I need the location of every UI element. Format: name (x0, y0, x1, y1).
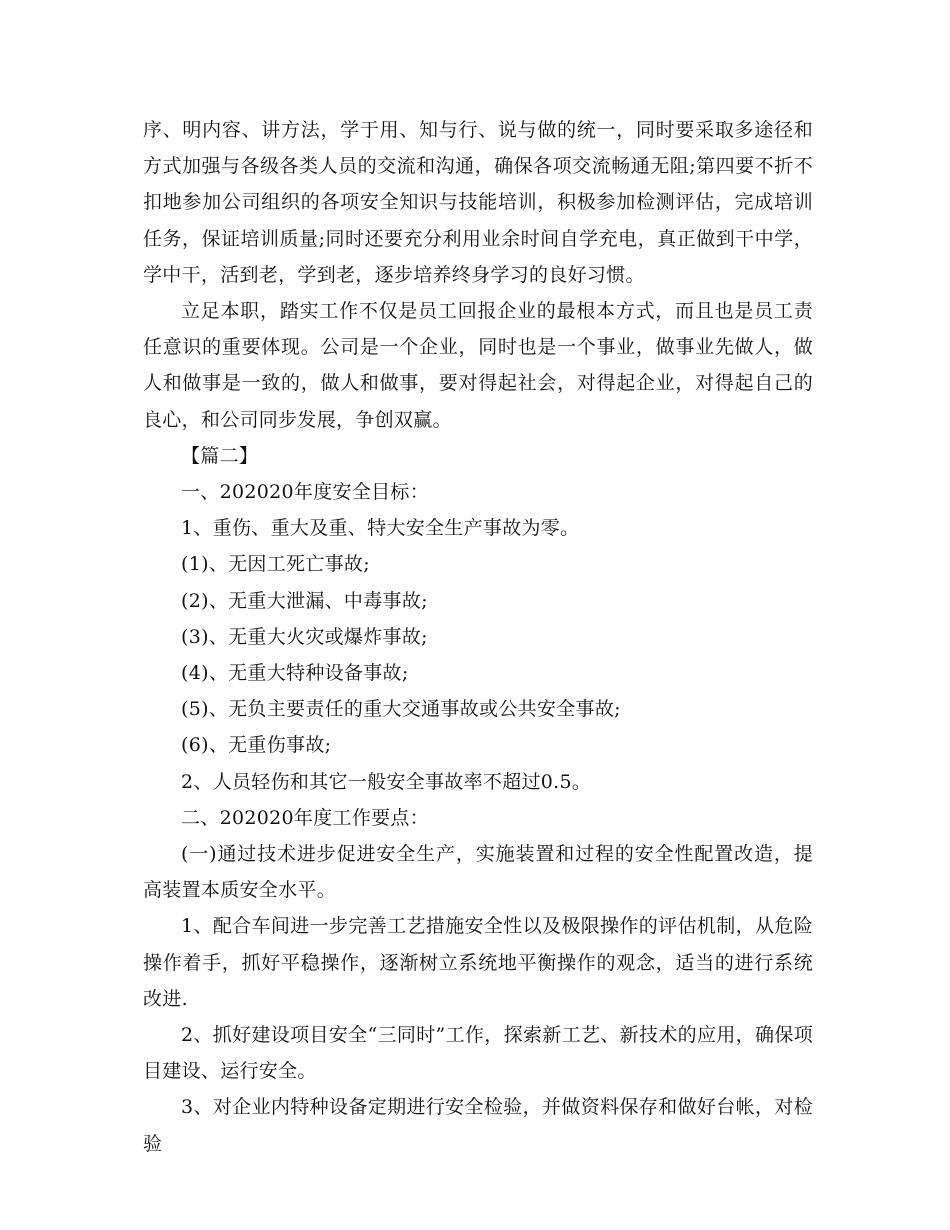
section-heading: 【篇二】 (181, 444, 259, 467)
document-body (143, 112, 813, 1162)
paragraph: 1、配合车间进一步完善工艺措施安全性以及极限操作的评估机制，从危险操作着手，抓好平稳操作，逐渐树立系统地平衡操作的观念，适当的进行系统改进. (143, 915, 813, 1010)
list-item: (3)、无重大火灾或爆炸事故; (181, 625, 428, 648)
paragraph: 3、对企业内特种设备定期进行安全检验，并做资料保存和做好台帐，对检验 (143, 1096, 813, 1155)
list-item: 1、重伤、重大及重、特大安全生产事故为零。 (181, 517, 580, 540)
list-item: (1)、无因工死亡事故; (181, 553, 370, 576)
section-title: 二、202020年度工作要点： (181, 806, 430, 829)
section-title: 一、202020年度安全目标： (181, 481, 430, 504)
list-item: 2、人员轻伤和其它一般安全事故率不超过0.5。 (181, 770, 592, 793)
paragraph: 2、抓好建设项目安全“三同时”工作，探索新工艺、新技术的应用，确保项目建设、运行安全。 (143, 1024, 813, 1083)
list-item: (5)、无负主要责任的重大交通事故或公共安全事故; (181, 698, 621, 721)
paragraph: (一)通过技术进步促进安全生产，实施装置和过程的安全性配置改造，提高装置本质安全水平。 (143, 843, 813, 902)
list-item: (6)、无重伤事故; (181, 734, 332, 757)
paragraph: 序、明内容、讲方法，学于用、知与行、说与做的统一，同时要采取多途径和方式加强与各级各类人员的交流和沟通，确保各项交流畅通无阻;第四要不折不扣地参加公司组织的各项安全知识与技能培训，积极参加检测评估，完成培训任务，保证培训质量;同时还要充分利用业余时间自学充电，真正做到干中学，学中干，活到老，学到老，逐步培养终身学习的良好习惯。 (143, 119, 813, 286)
paragraph: 立足本职，踏实工作不仅是员工回报企业的最根本方式，而且也是员工责任意识的重要体现。公司是一个企业，同时也是一个事业，做事业先做人，做人和做事是一致的，做人和做事，要对得起社会，对得起企业，对得起自己的良心，和公司同步发展，争创双赢。 (143, 300, 813, 431)
list-item: (2)、无重大泄漏、中毒事故; (181, 589, 428, 612)
list-item: (4)、无重大特种设备事故; (181, 662, 409, 685)
